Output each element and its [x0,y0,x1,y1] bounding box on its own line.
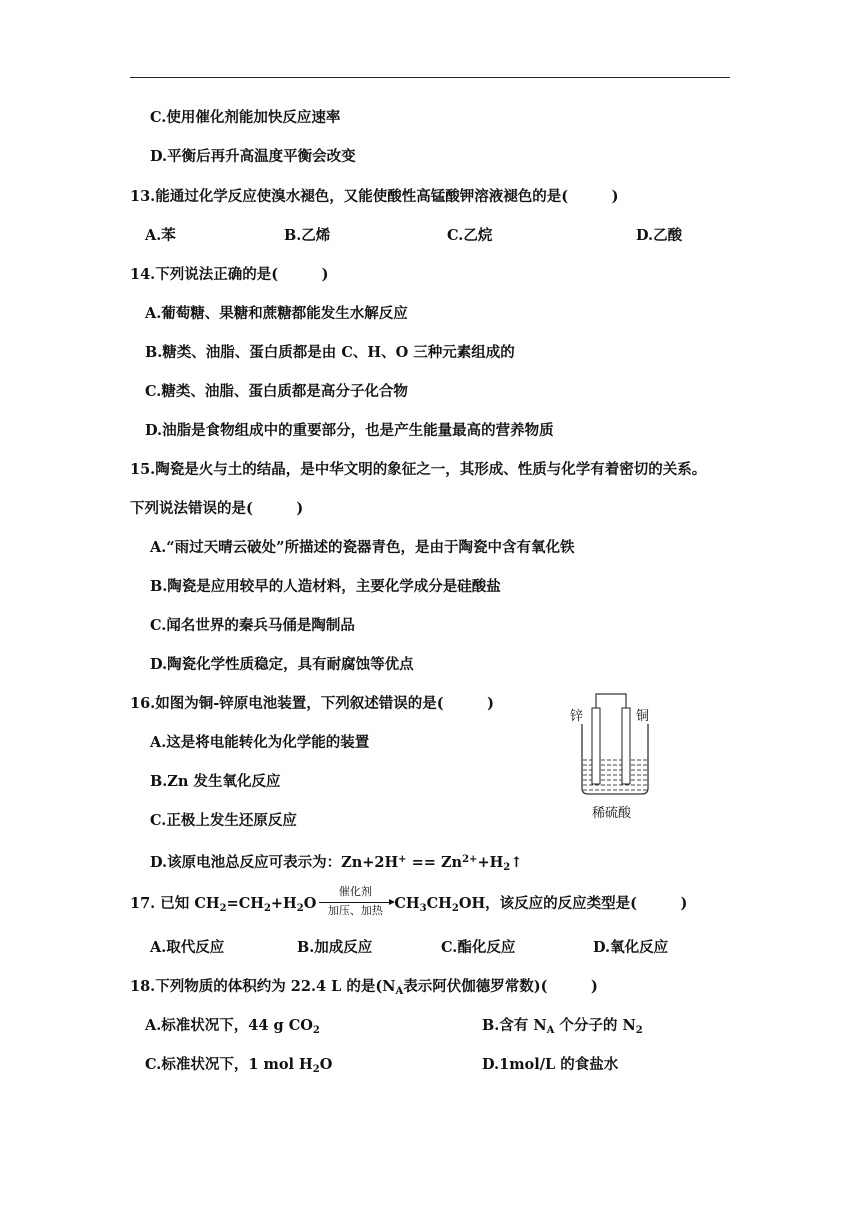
q17-option-a: A.取代反应 [150,939,225,956]
q13-option-c: C.乙烷 [447,227,493,244]
q12-option-c: C.使用催化剂能加快反应速率 [150,109,341,126]
q18-option-a-text: A.标准状况下，44 g CO [145,1017,313,1034]
q13-stem: 13.能通过化学反应使溴水褪色，又能使酸性高锰酸钾溶液褪色的是( ) [130,188,619,205]
q18-option-c [145,1055,332,1080]
q16-option-d-text: ↑ [510,854,523,871]
q18-option-b-text: B.含有 N [482,1017,547,1034]
q15-stem-line2: 下列说法错误的是( ) [130,500,304,517]
condition-pressure-heat: 加压、加热 [327,904,383,917]
q14-stem: 14.下列说法正确的是( ) [130,266,329,283]
q17-text: CH [394,895,420,912]
subscript: 3 [419,903,427,914]
q16-option-d-text: +H [477,854,504,871]
galvanic-cell-figure [560,690,670,830]
q17-option-c: C.酯化反应 [441,939,516,956]
q18-option-d: D.1mol/L 的食盐水 [482,1056,619,1073]
q18-option-c-text: C.标准状况下，1 mol H [145,1056,313,1073]
q16-option-d-text: == Zn [406,854,463,871]
q14-option-c: C.糖类、油脂、蛋白质都是高分子化合物 [145,383,408,400]
q15-option-d: D.陶瓷化学性质稳定，具有耐腐蚀等优点 [150,656,414,673]
subscript: 2 [451,903,459,914]
q17-stem [130,885,688,919]
q18-option-a [145,1016,320,1041]
q13-option-b: B.乙烯 [284,227,331,244]
q17-text: CH [426,895,452,912]
q13-option-d: D.乙酸 [636,227,683,244]
q18-option-b [482,1016,643,1041]
q17-text: OH，该反应的反应类型是( ) [458,895,688,912]
subscript: 2 [312,1064,320,1075]
q18-text: 表示阿伏伽德罗常数)( ) [403,978,598,995]
subscript: 2 [635,1025,643,1036]
subscript: 2 [296,903,304,914]
subscript: 2 [263,903,271,914]
q16-option-d [150,850,522,878]
q12-option-d: D.平衡后再升高温度平衡会改变 [150,148,356,165]
q18-stem [130,977,598,1002]
q18-option-c-text: O [319,1056,333,1073]
q14-option-b: B.糖类、油脂、蛋白质都是由 C、H、O 三种元素组成的 [145,344,515,361]
acid-label: 稀硫酸 [592,806,632,821]
q18-text: 18.下列物质的体积约为 22.4 L 的是(N [130,978,396,995]
q16-option-b: B.Zn 发生氧化反应 [150,773,281,790]
header-rule [130,77,730,78]
q17-text: +H [270,895,297,912]
q16-option-c: C.正极上发生还原反应 [150,812,297,829]
q15-stem-line1: 15.陶瓷是火与土的结晶，是中华文明的象征之一，其形成、性质与化学有着密切的关系。 [130,461,707,478]
q18-option-b-text: 个分子的 N [554,1017,636,1034]
subscript: 2 [312,1025,320,1036]
q17-option-b: B.加成反应 [297,939,373,956]
q14-option-d: D.油脂是食物组成中的重要部分，也是产生能量最高的营养物质 [145,422,554,439]
subscript: 2 [503,862,511,873]
q15-option-c: C.闻名世界的秦兵马俑是陶制品 [150,617,355,634]
superscript: + [398,854,407,865]
subscript: A [395,986,404,997]
zinc-label: 锌 [570,709,584,724]
subscript: A [546,1025,555,1036]
q14-option-a: A.葡萄糖、果糖和蔗糖都能发生水解反应 [145,305,408,322]
q13-option-a: A.苯 [145,227,176,244]
reaction-condition-arrow [317,885,393,917]
q17-text: =CH [226,895,264,912]
reaction-arrow [319,902,389,903]
q15-option-b: B.陶瓷是应用较早的人造材料，主要化学成分是硅酸盐 [150,578,501,595]
q16-stem: 16.如图为铜-锌原电池装置，下列叙述错误的是( ) [130,695,494,712]
copper-label: 铜 [636,709,650,724]
q15-option-a: A.“雨过天晴云破处”所描述的瓷器青色，是由于陶瓷中含有氧化铁 [150,539,575,556]
q17-option-d: D.氧化反应 [593,939,669,956]
subscript: 2 [219,903,227,914]
q17-text: 17. 已知 CH [130,895,220,912]
condition-catalyst: 催化剂 [338,885,372,898]
q17-text: O [303,895,317,912]
q16-option-a: A.这是将电能转化为化学能的装置 [150,734,370,751]
superscript: 2+ [462,854,478,865]
q16-option-d-text: D.该原电池总反应可表示为：Zn+2H [150,854,399,871]
